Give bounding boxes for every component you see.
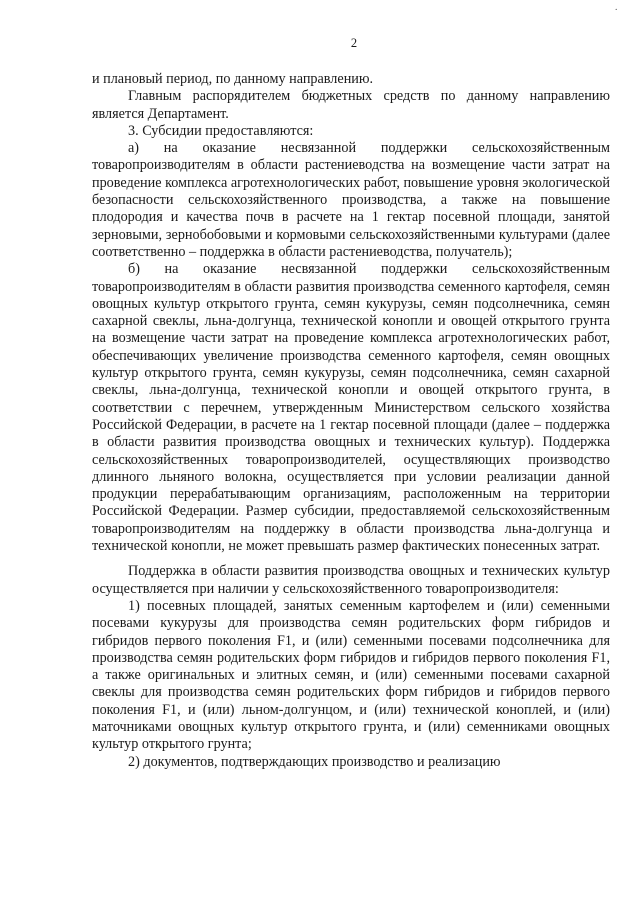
paragraph: 1) посевных площадей, занятых семенным картофелем и (или) семенными посевами кукурузы для производства семян родительских форм гибридов и гибридов первого поколения F1, и (или) семенными посевами подсолнечника для производства семян родительских форм гибридов и гибридов первого поколения F1, а также оригинальных и элитных семян, и (или) семенными посевами сахарной свеклы для производства семян родительских форм гибридов и гибридов первого поколения F1, и (или) льном-долгунцом, и (или) технической коноплей, и (или) маточниками овощных культур открытого грунта, и (или) семенниками овощных культур открытого грунта; <box>92 597 610 753</box>
paragraph: а) на оказание несвязанной поддержки сельскохозяйственным товаропроизводителям в области растениеводства на возмещение части затрат на проведение комплекса агротехнологических работ, повышение уровня экологической безопасности сельскохозяйственного производства, а также на повышение плодородия и качества почв в расчете на 1 гектар посевной площади, занятой зерновыми, зернобобовыми и кормовыми сельскохозяйственными культурами (далее соответственно – поддержка в области растениеводства, получатель); <box>92 140 610 260</box>
corner-mark: · <box>614 4 618 16</box>
paragraph: 2) документов, подтверждающих производство и реализацию <box>128 753 501 770</box>
paragraph: и плановый период, по данному направлению. <box>92 71 374 87</box>
document-body <box>92 71 610 771</box>
page-number: 2 <box>350 36 358 50</box>
paragraph: б) на оказание несвязанной поддержки сельскохозяйственным товаропроизводителям в области развития производства семенного картофеля, семян овощных культур открытого грунта, семян кукурузы, семян подсолнечника, семян сахарной свеклы, льна-долгунца, технической конопли и овощей открытого грунта на возмещение части затрат на проведение комплекса агротехнологических работ, обеспечивающих увеличение производства семенного картофеля, семян овощных культур открытого грунта, семян кукурузы, семян подсолнечника, семян сахарной свеклы, льна-долгунца, технической конопли и овощей открытого грунта, в соответствии с перечнем, утвержденным Министерством сельского хозяйства Российской Федерации, в расчете на 1 гектар посевной площади (далее – поддержка в области развития производства овощных и технических культур). Поддержка сельскохозяйственных товаропроизводителей, осуществляющих производство длинного льняного волокна, осуществляется при условии реализации данной продукции перерабатывающим организациям, расположенным на территории Российской Федерации. Размер субсидии, предоставляемой сельскохозяйственным товаропроизводителям на поддержку в области производства льна-долгунца и технической конопли, не может превышать размер фактических понесенных затрат. <box>92 261 610 555</box>
paragraph: Главным распорядителем бюджетных средств по данному направлению является Департамент. <box>92 88 610 122</box>
paragraph: Поддержка в области развития производства овощных и технических культур осуществляется при наличии у сельскохозяйственного товаропроизводителя: <box>92 563 610 597</box>
paragraph: 3. Субсидии предоставляются: <box>128 122 314 139</box>
